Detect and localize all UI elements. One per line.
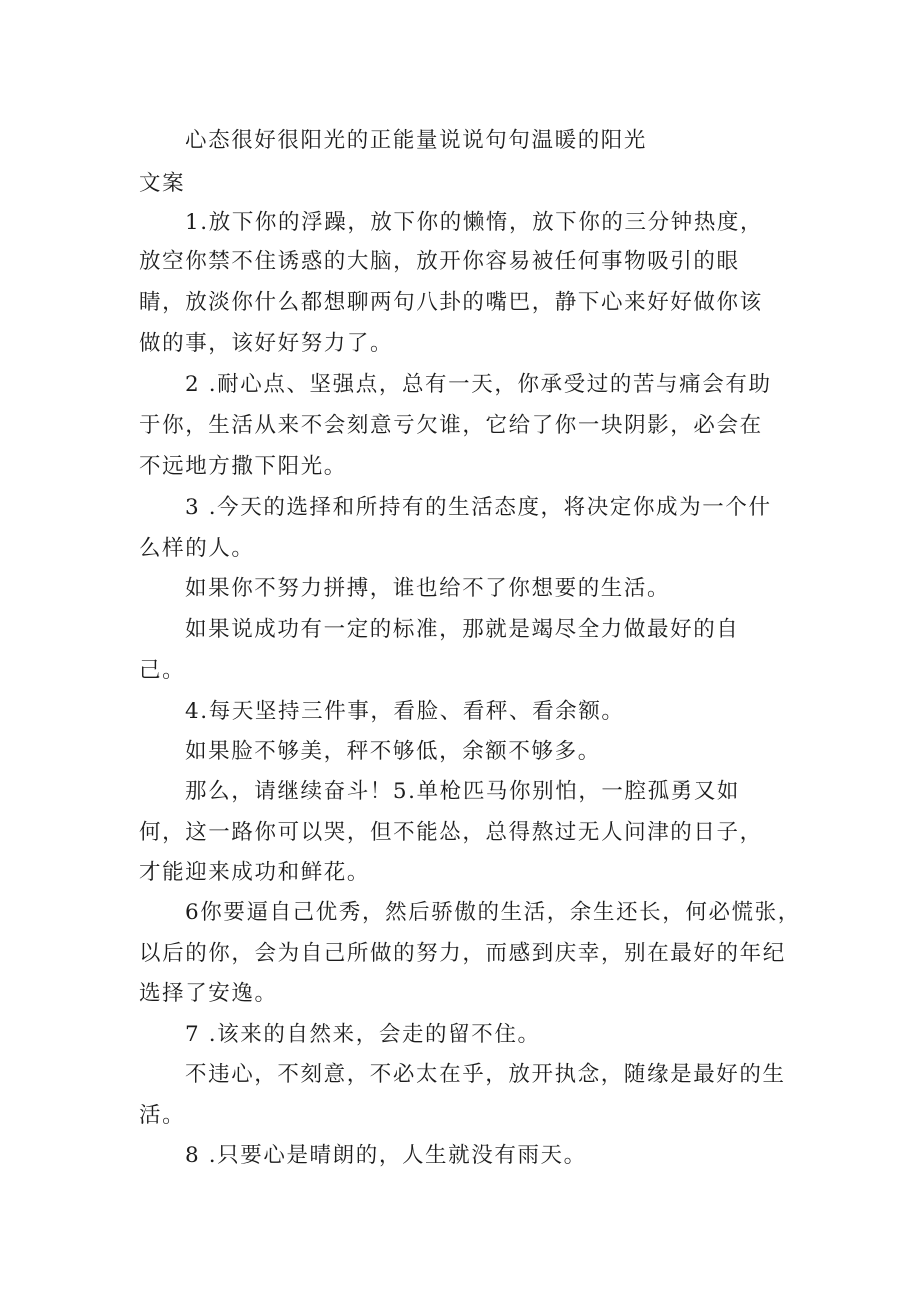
paragraph-line: 7 .该来的自然来，会走的留不住。: [185, 1022, 541, 1047]
paragraph-line: 放空你禁不住诱惑的大脑，放开你容易被任何事物吸引的眼: [139, 249, 740, 274]
paragraph-line: 么样的人。: [139, 536, 255, 561]
paragraph-line: 活。: [139, 1103, 186, 1128]
paragraph-line: 如果脸不够美，秤不够低，余额不够多。: [185, 739, 601, 764]
paragraph-line: 己。: [139, 658, 186, 683]
paragraph-line: 做的事，该好好努力了。: [139, 331, 394, 356]
paragraph-line: 不违心，不刻意，不必太在乎，放开执念，随缘是最好的生: [185, 1062, 786, 1087]
paragraph-line: 那么，请继续奋斗！5.单枪匹马你别怕，一腔孤勇又如: [185, 779, 741, 804]
paragraph-line: 6你要逼自己优秀，然后骄傲的生活，余生还长，何必慌张，: [185, 900, 801, 925]
paragraph-line: 如果说成功有一定的标准，那就是竭尽全力做最好的自: [185, 617, 740, 642]
paragraph-line: 睛，放淡你什么都想聊两句八卦的嘴巴，静下心来好好做你该: [139, 290, 763, 315]
paragraph-line: 4.每天坚持三件事，看脸、看秤、看余额。: [185, 699, 625, 724]
paragraph-line: 选择了安逸。: [139, 981, 278, 1006]
title-line-2: 文案: [139, 171, 186, 196]
paragraph-line: 8 .只要心是晴朗的，人生就没有雨天。: [185, 1143, 587, 1168]
paragraph-line: 以后的你，会为自己所做的努力，而感到庆幸，别在最好的年纪: [139, 941, 786, 966]
paragraph-line: 如果你不努力拼搏，谁也给不了你想要的生活。: [185, 576, 671, 601]
paragraph-line: 何，这一路你可以哭，但不能怂，总得熬过无人问津的日子，: [139, 820, 763, 845]
paragraph-line: 2 .耐心点、坚强点，总有一天，你承受过的苦与痛会有助: [185, 372, 772, 397]
paragraph-line: 3 .今天的选择和所持有的生活态度，将决定你成为一个什: [185, 495, 772, 520]
paragraph-line: 于你，生活从来不会刻意亏欠谁，它给了你一块阴影，必会在: [139, 413, 763, 438]
title-line-1: 心态很好很阳光的正能量说说句句温暖的阳光: [185, 128, 648, 153]
paragraph-line: 才能迎来成功和鲜花。: [139, 860, 371, 885]
paragraph-line: 1.放下你的浮躁，放下你的懒惰，放下你的三分钟热度，: [185, 210, 764, 235]
paragraph-line: 不远地方撒下阳光。: [139, 454, 347, 479]
